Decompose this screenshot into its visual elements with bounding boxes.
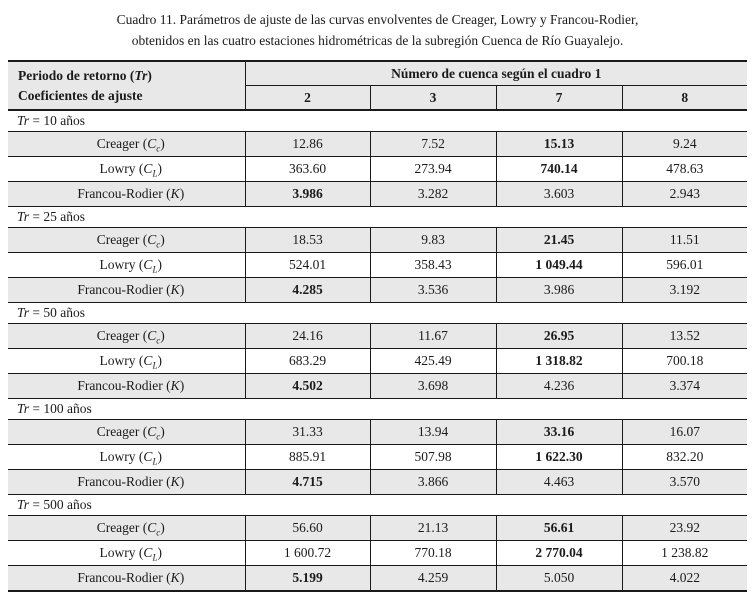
value-cell: 11.51	[622, 228, 747, 253]
row-label-creager: Creager $(C_c)$	[8, 420, 245, 445]
table-caption	[0, 0, 755, 51]
section-row-tr500	[8, 495, 747, 516]
table-row-lowry-tr10	[8, 157, 747, 182]
value-cell: 1 622.30	[496, 445, 622, 470]
section-label: Tr = 100 años	[8, 399, 747, 420]
row-label-creager: Creager $(C_c)$	[8, 324, 245, 349]
value-cell: 4.285	[245, 278, 370, 303]
section-row-tr25	[8, 207, 747, 228]
value-cell: 1 600.72	[245, 541, 370, 566]
row-label-creager: Creager $(C_c)$	[8, 516, 245, 541]
value-cell: 3.192	[622, 278, 747, 303]
value-cell: 56.61	[496, 516, 622, 541]
value-cell: 15.13	[496, 132, 622, 157]
value-cell: 478.63	[622, 157, 747, 182]
value-cell: 9.24	[622, 132, 747, 157]
table-row-francou-tr10	[8, 182, 747, 207]
value-cell: 4.259	[370, 566, 496, 592]
value-cell: 1 049.44	[496, 253, 622, 278]
row-label-francou-rodier: Francou-Rodier (K)	[8, 566, 245, 592]
section-label: Tr = 10 años	[8, 110, 747, 132]
table-row-creager-tr25	[8, 228, 747, 253]
value-cell: 5.050	[496, 566, 622, 592]
value-cell: 425.49	[370, 349, 496, 374]
value-cell: 3.603	[496, 182, 622, 207]
value-cell: 2 770.04	[496, 541, 622, 566]
row-label-lowry: Lowry $(C_L)$	[8, 253, 245, 278]
header-coefficients-line: Coeficientes de ajuste	[18, 87, 143, 103]
header-basin-group: Número de cuenca según el cuadro 1	[245, 61, 747, 86]
table-row-lowry-tr500	[8, 541, 747, 566]
row-label-creager: Creager $(C_c)$	[8, 228, 245, 253]
section-label: Tr = 50 años	[8, 303, 747, 324]
row-label-francou-rodier: Francou-Rodier (K)	[8, 182, 245, 207]
value-cell: 770.18	[370, 541, 496, 566]
table-row-lowry-tr25	[8, 253, 747, 278]
value-cell: 21.45	[496, 228, 622, 253]
value-cell: 507.98	[370, 445, 496, 470]
value-cell: 31.33	[245, 420, 370, 445]
value-cell: 18.53	[245, 228, 370, 253]
column-header-basin-8: 8	[622, 86, 747, 111]
table-row-creager-tr500	[8, 516, 747, 541]
row-label-lowry: Lowry $(C_L)$	[8, 349, 245, 374]
table-row-creager-tr10	[8, 132, 747, 157]
value-cell: 273.94	[370, 157, 496, 182]
value-cell: 5.199	[245, 566, 370, 592]
parameters-table	[8, 60, 747, 592]
value-cell: 1 238.82	[622, 541, 747, 566]
section-row-tr10	[8, 110, 747, 132]
value-cell: 26.95	[496, 324, 622, 349]
section-label: Tr = 500 años	[8, 495, 747, 516]
table-row-francou-tr500	[8, 566, 747, 592]
section-label: Tr = 25 años	[8, 207, 747, 228]
value-cell: 3.374	[622, 374, 747, 399]
value-cell: 23.92	[622, 516, 747, 541]
caption-line-1: Cuadro 11. Parámetros de ajuste de las curvas envolventes de Creager, Lowry y Francou-Rodier,	[116, 12, 639, 27]
row-label-creager: Creager $(C_c)$	[8, 132, 245, 157]
value-cell: 4.715	[245, 470, 370, 495]
value-cell: 683.29	[245, 349, 370, 374]
table-row-creager-tr100	[8, 420, 747, 445]
table-row-lowry-tr50	[8, 349, 747, 374]
row-label-francou-rodier: Francou-Rodier (K)	[8, 374, 245, 399]
row-label-lowry: Lowry $(C_L)$	[8, 541, 245, 566]
value-cell: 885.91	[245, 445, 370, 470]
value-cell: 24.16	[245, 324, 370, 349]
value-cell: 3.698	[370, 374, 496, 399]
value-cell: 12.86	[245, 132, 370, 157]
value-cell: 13.52	[622, 324, 747, 349]
row-label-francou-rodier: Francou-Rodier (K)	[8, 470, 245, 495]
value-cell: 13.94	[370, 420, 496, 445]
table-row-creager-tr50	[8, 324, 747, 349]
value-cell: 21.13	[370, 516, 496, 541]
value-cell: 1 318.82	[496, 349, 622, 374]
value-cell: 4.022	[622, 566, 747, 592]
value-cell: 3.536	[370, 278, 496, 303]
section-row-tr50	[8, 303, 747, 324]
row-label-francou-rodier: Francou-Rodier (K)	[8, 278, 245, 303]
value-cell: 363.60	[245, 157, 370, 182]
value-cell: 56.60	[245, 516, 370, 541]
value-cell: 596.01	[622, 253, 747, 278]
value-cell: 3.570	[622, 470, 747, 495]
value-cell: 832.20	[622, 445, 747, 470]
table-row-francou-tr100	[8, 470, 747, 495]
value-cell: 740.14	[496, 157, 622, 182]
value-cell: 3.866	[370, 470, 496, 495]
value-cell: 700.18	[622, 349, 747, 374]
column-header-basin-7: 7	[496, 86, 622, 111]
table-row-francou-tr50	[8, 374, 747, 399]
value-cell: 16.07	[622, 420, 747, 445]
value-cell: 524.01	[245, 253, 370, 278]
row-label-lowry: Lowry $(C_L)$	[8, 445, 245, 470]
header-period-line: Periodo de retorno (Tr)	[18, 67, 152, 83]
table-header	[8, 61, 747, 110]
section-row-tr100	[8, 399, 747, 420]
value-cell: 9.83	[370, 228, 496, 253]
value-cell: 7.52	[370, 132, 496, 157]
value-cell: 3.282	[370, 182, 496, 207]
column-header-basin-2: 2	[245, 86, 370, 111]
value-cell: 358.43	[370, 253, 496, 278]
header-period-coefficients	[8, 61, 245, 110]
value-cell: 3.986	[245, 182, 370, 207]
value-cell: 33.16	[496, 420, 622, 445]
value-cell: 11.67	[370, 324, 496, 349]
value-cell: 4.236	[496, 374, 622, 399]
table-row-lowry-tr100	[8, 445, 747, 470]
caption-line-2: obtenidos en las cuatro estaciones hidrométricas de la subregión Cuenca de Río Guayalejo.	[131, 33, 624, 48]
column-header-basin-3: 3	[370, 86, 496, 111]
value-cell: 2.943	[622, 182, 747, 207]
row-label-lowry: Lowry $(C_L)$	[8, 157, 245, 182]
table-row-francou-tr25	[8, 278, 747, 303]
value-cell: 3.986	[496, 278, 622, 303]
value-cell: 4.502	[245, 374, 370, 399]
value-cell: 4.463	[496, 470, 622, 495]
